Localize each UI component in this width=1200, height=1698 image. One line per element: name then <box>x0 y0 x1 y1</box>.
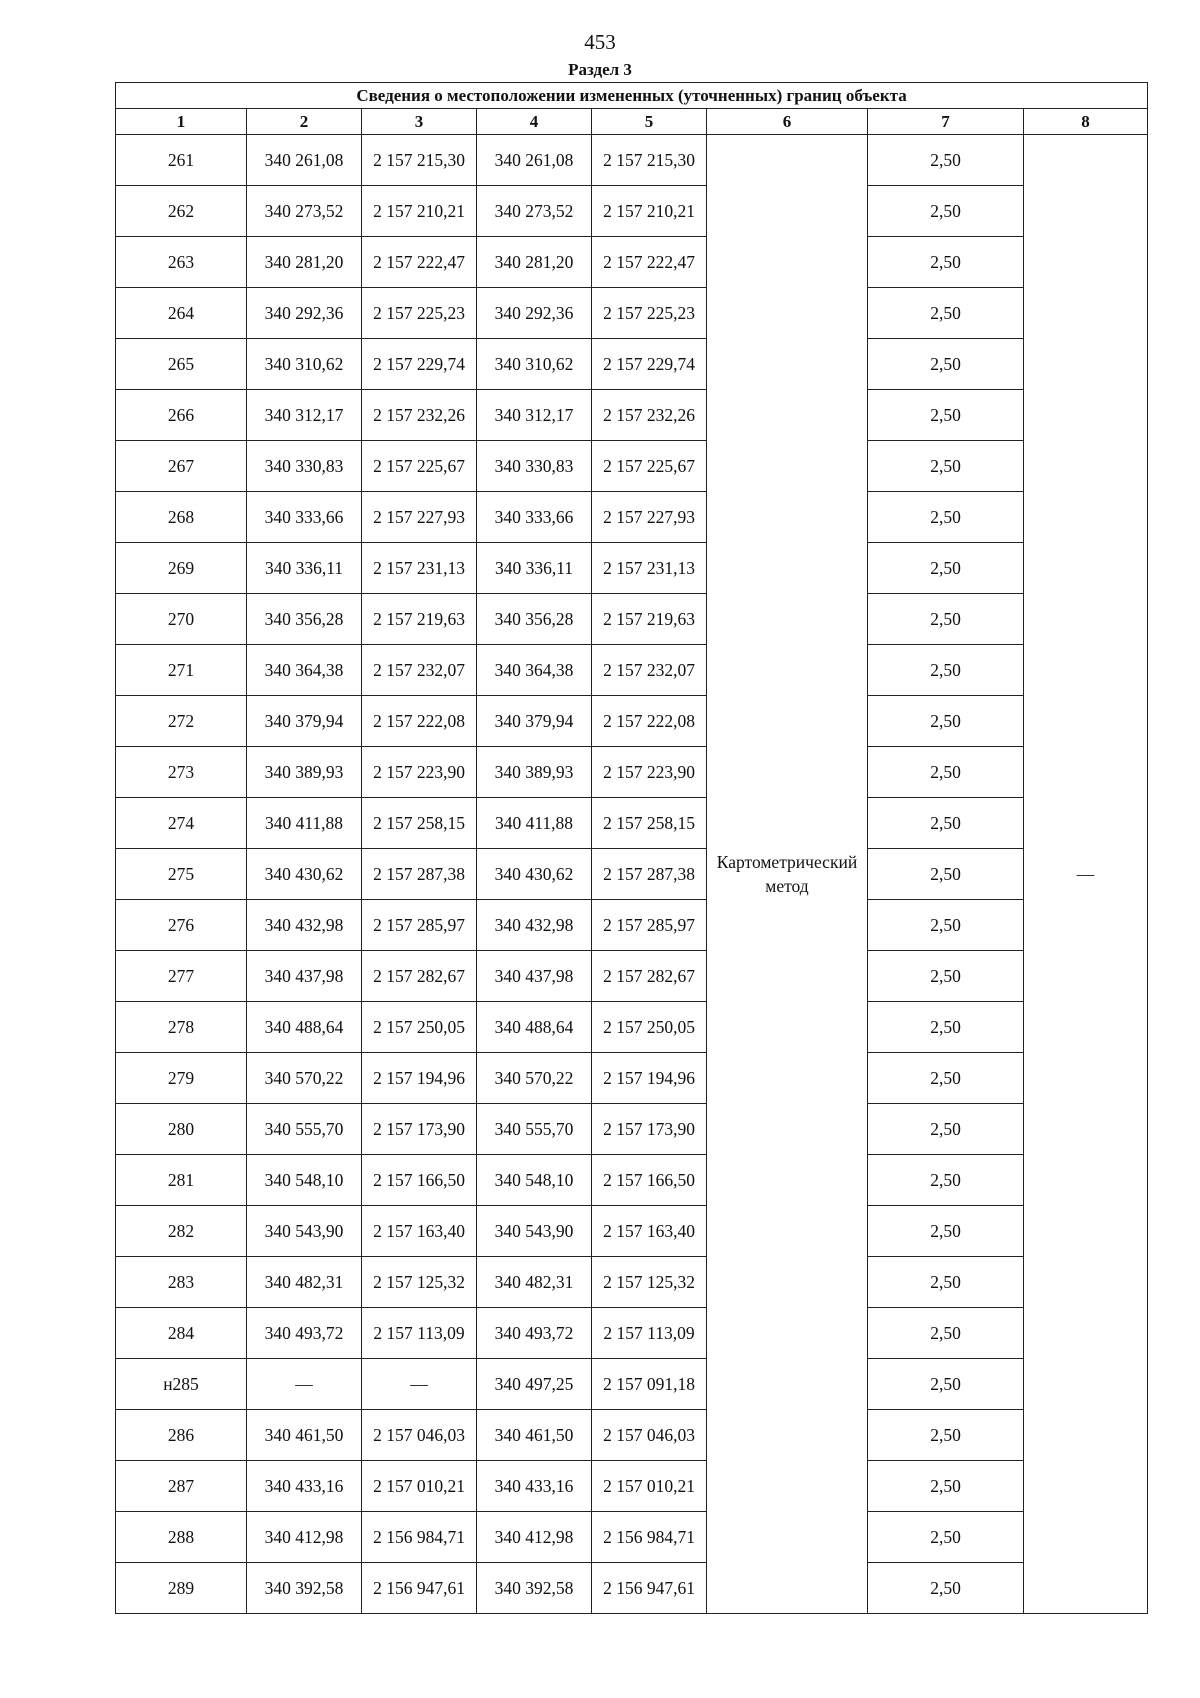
x-old-cell: 340 570,22 <box>247 1053 362 1104</box>
x-new-cell: 340 437,98 <box>477 951 592 1002</box>
point-cell: 281 <box>116 1155 247 1206</box>
column-header: 7 <box>868 109 1024 135</box>
point-cell: 272 <box>116 696 247 747</box>
x-new-cell: 340 336,11 <box>477 543 592 594</box>
x-old-cell: 340 281,20 <box>247 237 362 288</box>
x-old-cell: 340 411,88 <box>247 798 362 849</box>
method-cell: Картометрический метод <box>707 135 868 1614</box>
x-new-cell: 340 333,66 <box>477 492 592 543</box>
y-old-cell: 2 157 250,05 <box>362 1002 477 1053</box>
y-old-cell: 2 157 225,67 <box>362 441 477 492</box>
point-cell: 261 <box>116 135 247 186</box>
y-new-cell: 2 157 166,50 <box>592 1155 707 1206</box>
point-cell: 277 <box>116 951 247 1002</box>
x-new-cell: 340 543,90 <box>477 1206 592 1257</box>
table-row <box>116 1563 1148 1614</box>
table-row <box>116 747 1148 798</box>
table-row <box>116 1002 1148 1053</box>
y-old-cell: 2 157 282,67 <box>362 951 477 1002</box>
table-row <box>116 1359 1148 1410</box>
point-cell: 265 <box>116 339 247 390</box>
table-row <box>116 339 1148 390</box>
precision-cell: 2,50 <box>868 339 1024 390</box>
table-caption: Сведения о местоположении измененных (уточненных) границ объекта <box>116 83 1148 109</box>
x-old-cell: 340 333,66 <box>247 492 362 543</box>
y-old-cell: 2 157 223,90 <box>362 747 477 798</box>
y-new-cell: 2 157 194,96 <box>592 1053 707 1104</box>
precision-cell: 2,50 <box>868 747 1024 798</box>
precision-cell: 2,50 <box>868 1359 1024 1410</box>
point-cell: 279 <box>116 1053 247 1104</box>
x-new-cell: 340 392,58 <box>477 1563 592 1614</box>
x-old-cell: 340 336,11 <box>247 543 362 594</box>
x-new-cell: 340 497,25 <box>477 1359 592 1410</box>
point-cell: 286 <box>116 1410 247 1461</box>
y-new-cell: 2 157 258,15 <box>592 798 707 849</box>
column8-cell: — <box>1024 135 1148 1614</box>
x-new-cell: 340 261,08 <box>477 135 592 186</box>
y-old-cell: 2 157 215,30 <box>362 135 477 186</box>
y-new-cell: 2 157 125,32 <box>592 1257 707 1308</box>
x-new-cell: 340 488,64 <box>477 1002 592 1053</box>
x-new-cell: 340 281,20 <box>477 237 592 288</box>
y-new-cell: 2 157 215,30 <box>592 135 707 186</box>
y-new-cell: 2 157 227,93 <box>592 492 707 543</box>
y-old-cell: 2 157 113,09 <box>362 1308 477 1359</box>
x-new-cell: 340 493,72 <box>477 1308 592 1359</box>
x-old-cell: 340 432,98 <box>247 900 362 951</box>
table-row <box>116 951 1148 1002</box>
point-cell: н285 <box>116 1359 247 1410</box>
x-old-cell: 340 273,52 <box>247 186 362 237</box>
table-row <box>116 645 1148 696</box>
table-row <box>116 594 1148 645</box>
y-old-cell: 2 157 194,96 <box>362 1053 477 1104</box>
table-body <box>116 135 1148 1614</box>
precision-cell: 2,50 <box>868 288 1024 339</box>
y-old-cell: 2 157 219,63 <box>362 594 477 645</box>
table-row <box>116 696 1148 747</box>
precision-cell: 2,50 <box>868 798 1024 849</box>
y-old-cell: 2 157 046,03 <box>362 1410 477 1461</box>
table-row <box>116 1155 1148 1206</box>
precision-cell: 2,50 <box>868 696 1024 747</box>
precision-cell: 2,50 <box>868 1104 1024 1155</box>
table-row <box>116 1104 1148 1155</box>
column-header: 5 <box>592 109 707 135</box>
x-old-cell: — <box>247 1359 362 1410</box>
x-old-cell: 340 310,62 <box>247 339 362 390</box>
y-new-cell: 2 157 210,21 <box>592 186 707 237</box>
x-new-cell: 340 356,28 <box>477 594 592 645</box>
x-old-cell: 340 461,50 <box>247 1410 362 1461</box>
x-old-cell: 340 356,28 <box>247 594 362 645</box>
point-cell: 276 <box>116 900 247 951</box>
x-old-cell: 340 392,58 <box>247 1563 362 1614</box>
precision-cell: 2,50 <box>868 900 1024 951</box>
precision-cell: 2,50 <box>868 390 1024 441</box>
table-row <box>116 135 1148 186</box>
x-new-cell: 340 273,52 <box>477 186 592 237</box>
y-new-cell: 2 156 984,71 <box>592 1512 707 1563</box>
y-old-cell: 2 157 232,26 <box>362 390 477 441</box>
y-new-cell: 2 157 091,18 <box>592 1359 707 1410</box>
point-cell: 273 <box>116 747 247 798</box>
table-row <box>116 441 1148 492</box>
table-row <box>116 900 1148 951</box>
x-new-cell: 340 570,22 <box>477 1053 592 1104</box>
y-old-cell: 2 157 285,97 <box>362 900 477 951</box>
precision-cell: 2,50 <box>868 543 1024 594</box>
point-cell: 264 <box>116 288 247 339</box>
point-cell: 271 <box>116 645 247 696</box>
x-new-cell: 340 312,17 <box>477 390 592 441</box>
x-new-cell: 340 389,93 <box>477 747 592 798</box>
x-new-cell: 340 430,62 <box>477 849 592 900</box>
point-cell: 280 <box>116 1104 247 1155</box>
precision-cell: 2,50 <box>868 849 1024 900</box>
table-row <box>116 1257 1148 1308</box>
point-cell: 266 <box>116 390 247 441</box>
y-new-cell: 2 157 232,07 <box>592 645 707 696</box>
column-header: 8 <box>1024 109 1148 135</box>
column-header: 6 <box>707 109 868 135</box>
column-header: 4 <box>477 109 592 135</box>
precision-cell: 2,50 <box>868 237 1024 288</box>
y-new-cell: 2 157 225,23 <box>592 288 707 339</box>
precision-cell: 2,50 <box>868 951 1024 1002</box>
point-cell: 269 <box>116 543 247 594</box>
y-old-cell: 2 157 173,90 <box>362 1104 477 1155</box>
section-title: Раздел 3 <box>568 60 632 79</box>
precision-cell: 2,50 <box>868 1512 1024 1563</box>
precision-cell: 2,50 <box>868 1206 1024 1257</box>
point-cell: 283 <box>116 1257 247 1308</box>
x-new-cell: 340 555,70 <box>477 1104 592 1155</box>
point-cell: 270 <box>116 594 247 645</box>
y-new-cell: 2 157 231,13 <box>592 543 707 594</box>
point-cell: 289 <box>116 1563 247 1614</box>
precision-cell: 2,50 <box>868 594 1024 645</box>
x-old-cell: 340 379,94 <box>247 696 362 747</box>
table-row <box>116 288 1148 339</box>
table-row <box>116 1461 1148 1512</box>
precision-cell: 2,50 <box>868 441 1024 492</box>
table-row <box>116 543 1148 594</box>
table-row <box>116 237 1148 288</box>
x-new-cell: 340 412,98 <box>477 1512 592 1563</box>
x-old-cell: 340 555,70 <box>247 1104 362 1155</box>
coordinates-table <box>115 82 1148 1614</box>
y-new-cell: 2 157 046,03 <box>592 1410 707 1461</box>
table-row <box>116 849 1148 900</box>
y-old-cell: 2 156 947,61 <box>362 1563 477 1614</box>
x-new-cell: 340 330,83 <box>477 441 592 492</box>
y-old-cell: 2 157 210,21 <box>362 186 477 237</box>
point-cell: 268 <box>116 492 247 543</box>
table-row <box>116 492 1148 543</box>
x-new-cell: 340 433,16 <box>477 1461 592 1512</box>
x-old-cell: 340 548,10 <box>247 1155 362 1206</box>
precision-cell: 2,50 <box>868 186 1024 237</box>
y-new-cell: 2 157 229,74 <box>592 339 707 390</box>
y-new-cell: 2 157 223,90 <box>592 747 707 798</box>
y-old-cell: 2 157 163,40 <box>362 1206 477 1257</box>
point-cell: 267 <box>116 441 247 492</box>
x-new-cell: 340 310,62 <box>477 339 592 390</box>
precision-cell: 2,50 <box>868 1053 1024 1104</box>
page-number: 453 <box>584 30 616 54</box>
point-cell: 284 <box>116 1308 247 1359</box>
y-new-cell: 2 156 947,61 <box>592 1563 707 1614</box>
x-old-cell: 340 389,93 <box>247 747 362 798</box>
precision-cell: 2,50 <box>868 1563 1024 1614</box>
x-new-cell: 340 548,10 <box>477 1155 592 1206</box>
point-cell: 288 <box>116 1512 247 1563</box>
table-row <box>116 390 1148 441</box>
y-old-cell: 2 157 222,08 <box>362 696 477 747</box>
table-row <box>116 1206 1148 1257</box>
point-cell: 262 <box>116 186 247 237</box>
x-old-cell: 340 412,98 <box>247 1512 362 1563</box>
x-new-cell: 340 292,36 <box>477 288 592 339</box>
x-old-cell: 340 437,98 <box>247 951 362 1002</box>
x-old-cell: 340 292,36 <box>247 288 362 339</box>
y-old-cell: 2 157 125,32 <box>362 1257 477 1308</box>
y-new-cell: 2 157 250,05 <box>592 1002 707 1053</box>
y-old-cell: 2 157 231,13 <box>362 543 477 594</box>
y-new-cell: 2 157 173,90 <box>592 1104 707 1155</box>
x-new-cell: 340 432,98 <box>477 900 592 951</box>
precision-cell: 2,50 <box>868 1257 1024 1308</box>
y-new-cell: 2 157 219,63 <box>592 594 707 645</box>
x-new-cell: 340 364,38 <box>477 645 592 696</box>
y-old-cell: 2 157 232,07 <box>362 645 477 696</box>
point-cell: 282 <box>116 1206 247 1257</box>
y-old-cell: 2 157 166,50 <box>362 1155 477 1206</box>
x-old-cell: 340 430,62 <box>247 849 362 900</box>
x-old-cell: 340 364,38 <box>247 645 362 696</box>
x-old-cell: 340 493,72 <box>247 1308 362 1359</box>
y-new-cell: 2 157 232,26 <box>592 390 707 441</box>
y-new-cell: 2 157 282,67 <box>592 951 707 1002</box>
y-old-cell: 2 157 227,93 <box>362 492 477 543</box>
x-old-cell: 340 330,83 <box>247 441 362 492</box>
precision-cell: 2,50 <box>868 492 1024 543</box>
x-old-cell: 340 543,90 <box>247 1206 362 1257</box>
table-row <box>116 1308 1148 1359</box>
column-header: 3 <box>362 109 477 135</box>
precision-cell: 2,50 <box>868 1308 1024 1359</box>
y-new-cell: 2 157 285,97 <box>592 900 707 951</box>
point-cell: 275 <box>116 849 247 900</box>
y-new-cell: 2 157 222,08 <box>592 696 707 747</box>
x-new-cell: 340 379,94 <box>477 696 592 747</box>
precision-cell: 2,50 <box>868 1461 1024 1512</box>
x-new-cell: 340 411,88 <box>477 798 592 849</box>
y-old-cell: 2 157 287,38 <box>362 849 477 900</box>
precision-cell: 2,50 <box>868 1155 1024 1206</box>
x-old-cell: 340 482,31 <box>247 1257 362 1308</box>
y-old-cell: 2 157 222,47 <box>362 237 477 288</box>
y-new-cell: 2 157 163,40 <box>592 1206 707 1257</box>
x-new-cell: 340 482,31 <box>477 1257 592 1308</box>
x-old-cell: 340 488,64 <box>247 1002 362 1053</box>
point-cell: 287 <box>116 1461 247 1512</box>
y-old-cell: 2 157 225,23 <box>362 288 477 339</box>
y-old-cell: 2 157 010,21 <box>362 1461 477 1512</box>
y-new-cell: 2 157 113,09 <box>592 1308 707 1359</box>
y-new-cell: 2 157 010,21 <box>592 1461 707 1512</box>
point-cell: 263 <box>116 237 247 288</box>
y-new-cell: 2 157 287,38 <box>592 849 707 900</box>
column-header: 2 <box>247 109 362 135</box>
y-new-cell: 2 157 222,47 <box>592 237 707 288</box>
precision-cell: 2,50 <box>868 645 1024 696</box>
precision-cell: 2,50 <box>868 1410 1024 1461</box>
point-cell: 274 <box>116 798 247 849</box>
table-row <box>116 186 1148 237</box>
table-row <box>116 1410 1148 1461</box>
x-old-cell: 340 433,16 <box>247 1461 362 1512</box>
y-old-cell: 2 157 258,15 <box>362 798 477 849</box>
precision-cell: 2,50 <box>868 1002 1024 1053</box>
x-new-cell: 340 461,50 <box>477 1410 592 1461</box>
y-old-cell: — <box>362 1359 477 1410</box>
table-row <box>116 1512 1148 1563</box>
table-row <box>116 798 1148 849</box>
point-cell: 278 <box>116 1002 247 1053</box>
y-new-cell: 2 157 225,67 <box>592 441 707 492</box>
column-header: 1 <box>116 109 247 135</box>
table-row <box>116 1053 1148 1104</box>
y-old-cell: 2 157 229,74 <box>362 339 477 390</box>
precision-cell: 2,50 <box>868 135 1024 186</box>
x-old-cell: 340 312,17 <box>247 390 362 441</box>
x-old-cell: 340 261,08 <box>247 135 362 186</box>
y-old-cell: 2 156 984,71 <box>362 1512 477 1563</box>
